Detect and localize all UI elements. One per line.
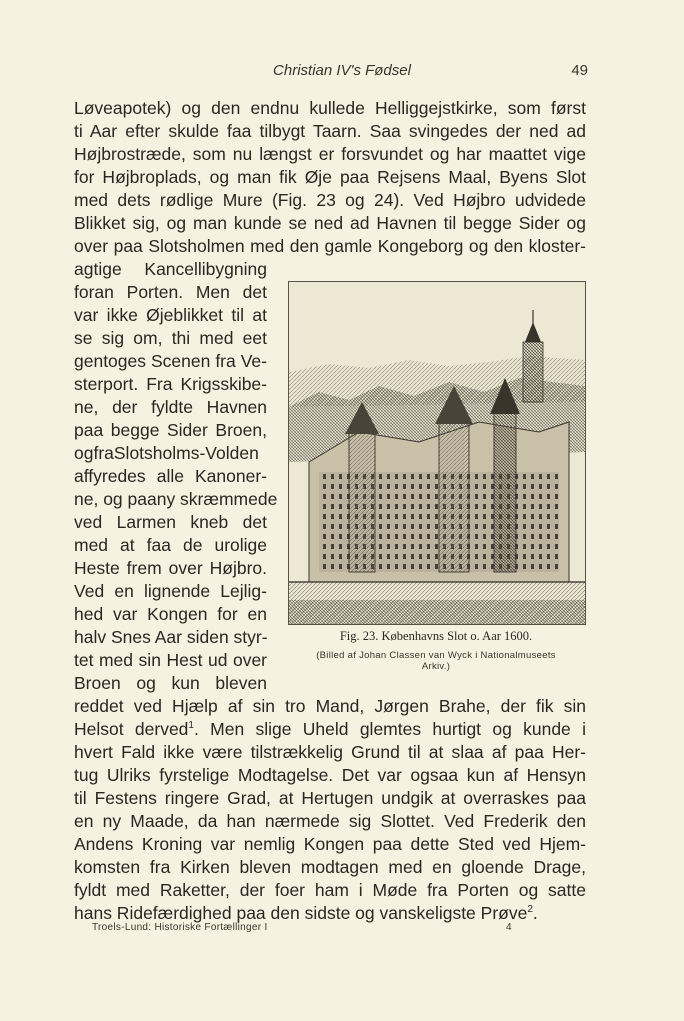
body-line: Heste frem over Højbro. <box>74 558 267 578</box>
body-line: fyldt med Raketter, der foer ham i Møde fra Porten og satte <box>74 880 586 900</box>
body-line: Andens Kroning var nemlig Kongen paa dette Sted ved Hjem- <box>74 834 586 854</box>
body-line: Blikket sig, og man kunde se ned ad Havnen til begge Sider og <box>74 213 586 233</box>
body-line: til Festens ringere Grad, at Hertugen undgik at overraskes paa <box>74 788 586 808</box>
body-line: for Højbroplads, og man fik Øje paa Rejsens Maal, Byens Slot <box>74 167 586 187</box>
body-line: ne, der fyldte Havnen <box>74 397 267 417</box>
body-line: en ny Maade, da han nærmede sig Slottet. Ved Frederik den <box>74 811 586 831</box>
body-line: ne, og paany skræmmede <box>74 489 278 509</box>
figure-credit <box>288 650 584 672</box>
body-line: paa begge Sider Broen, <box>74 420 267 440</box>
castle-engraving <box>288 281 586 625</box>
body-line: med at faa de urolige <box>74 535 267 555</box>
body-line: Løveapotek) og den endnu kullede Helliggejstkirke, som først <box>74 98 586 118</box>
body-line: Højbrostræde, som nu længst er forsvundet og har maattet vige <box>74 144 586 164</box>
body-line: Broen og kun bleven <box>74 673 267 693</box>
body-line: hed var Kongen for en <box>74 604 267 624</box>
page-number: 49 <box>571 62 588 79</box>
footnote-mark: 2 <box>527 904 533 916</box>
figure-credit-line: Arkiv.) <box>421 661 451 672</box>
body-line: affyredes alle Kanoner- <box>74 466 267 486</box>
footnote-mark: 1 <box>188 720 194 732</box>
body-line: halv Snes Aar siden styr- <box>74 627 268 647</box>
body-line: ti Aar efter skulde faa tilbygt Taarn. Saa svingedes der ned ad <box>74 121 586 141</box>
body-line: Ved en lignende Lejlig- <box>74 581 267 601</box>
body-line: Helsot derved$^1$. Men slige Uheld glemtes hurtigt og kunde i <box>74 719 586 739</box>
running-header-title: Christian IV's Fødsel <box>273 62 411 79</box>
body-line: hvert Fald ikke være tilstrækkelig Grund til at slaa af paa Her- <box>74 742 586 762</box>
figure-caption: Fig. 23. Københavns Slot o. Aar 1600. <box>339 629 533 643</box>
body-line-part: Helsot derved <box>74 719 189 739</box>
body-line: over paa Slotsholmen med den gamle Kongeborg og den kloster- <box>74 236 586 256</box>
body-line: agtige Kancellibygning <box>74 259 267 279</box>
figure-credit-line: (Billed af Johan Classen van Wyck i Nationalmuseets <box>316 650 556 661</box>
body-line-part: hans Ridefærdighed paa den sidste og vanskeligste Prøve <box>74 903 528 923</box>
body-line: ogfraSlotsholms-Volden <box>74 443 259 463</box>
body-line: var ikke Øjeblikket til at <box>74 305 267 325</box>
body-line: sterport. Fra Krigsskibe- <box>74 374 267 394</box>
body-line: med dets rødlige Mure (Fig. 23 og 24). Ved Højbro udvidede <box>74 190 586 210</box>
body-line: tug Ulriks fyrstelige Modtagelse. Det var ogsaa kun af Hensyn <box>74 765 586 785</box>
body-line: hans Ridefærdighed paa den sidste og vanskeligste Prøve$^2$. <box>74 903 538 923</box>
body-line-part: Men slige Uheld glemtes hurtigt og kunde i <box>210 719 586 739</box>
body-line: komsten fra Kirken bleven modtagen med en gloende Drage, <box>74 857 586 877</box>
body-line: reddet ved Hjælp af sin tro Mand, Jørgen Brahe, der fik sin <box>74 696 586 716</box>
body-line: gentoges Scenen fra Ve- <box>74 351 267 371</box>
footer-signature: Troels-Lund: Historiske Fortællinger I <box>92 922 268 933</box>
body-line: se sig om, thi med eet <box>74 328 267 348</box>
footer-sheet-number: 4 <box>506 922 512 933</box>
body-line: tet med sin Hest ud over <box>74 650 267 670</box>
body-line: foran Porten. Men det <box>74 282 267 302</box>
body-line: ved Larmen kneb det <box>74 512 267 532</box>
